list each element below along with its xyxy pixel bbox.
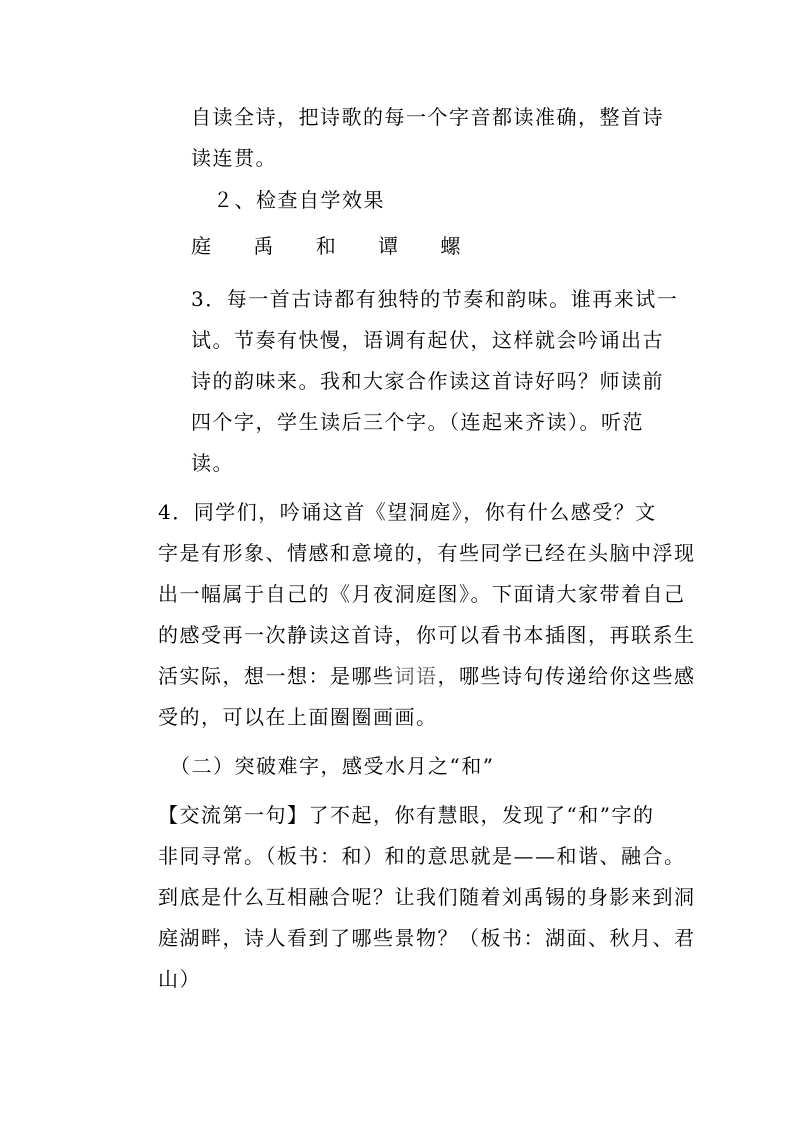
step4-line2: 字是有形象、情感和意境的，有些同学已经在头脑中浮现 [158, 541, 696, 565]
exchange-line5: 山） [158, 967, 201, 991]
section2-heading: （二）突破难字，感受水月之“和” [170, 754, 495, 778]
step4-line4: 的感受再一次静读这首诗，你可以看书本插图，再联系生 [158, 623, 696, 647]
step3-line4: 四个字，学生读后三个字。（连起来齐读）。听范 [191, 410, 644, 434]
step2-words: 庭 禹 和 谭 螺 [191, 234, 479, 258]
block1-line2: 读连贯。 [191, 146, 277, 170]
step4-line1: 4．同学们，吟诵这首《望洞庭》，你有什么感受？文 [158, 500, 657, 524]
step4-line5-part3: ，哪些诗句传递给你这些感 [437, 664, 696, 688]
step3-line1: 3．每一首古诗都有独特的节奏和韵味。谁再来试一 [191, 287, 679, 311]
exchange-line2: 非同寻常。（板书：和）和的意思就是——和谐、融合。 [158, 844, 686, 868]
exchange-line1: 【交流第一句】了不起，你有慧眼，发现了“和”字的 [158, 803, 655, 827]
step3-line3: 诗的韵味来。我和大家合作读这首诗好吗？师读前 [191, 369, 664, 393]
step4-line6: 受的，可以在上面圈圈画画。 [158, 705, 438, 729]
exchange-line4: 庭湖畔，诗人看到了哪些景物？（板书：湖面、秋月、君 [158, 926, 696, 950]
step3-line2: 试。节奏有快慢，语调有起伏，这样就会吟诵出古 [191, 328, 664, 352]
step4-line5 [158, 662, 696, 690]
step2-heading: ２、检查自学效果 [213, 188, 385, 212]
step4-line5-highlight-word: 词语 [394, 664, 438, 688]
step3-line5: 读。 [191, 451, 234, 475]
exchange-line3: 到底是什么互相融合呢？让我们随着刘禹锡的身影来到洞 [158, 885, 696, 909]
step4-line3: 出一幅属于自己的《月夜洞庭图》。下面请大家带着自己 [158, 582, 686, 606]
block1-line1: 自读全诗，把诗歌的每一个字音都读准确，整首诗 [191, 105, 664, 129]
step4-line5-part1: 活实际，想一想：是哪些 [158, 664, 395, 688]
